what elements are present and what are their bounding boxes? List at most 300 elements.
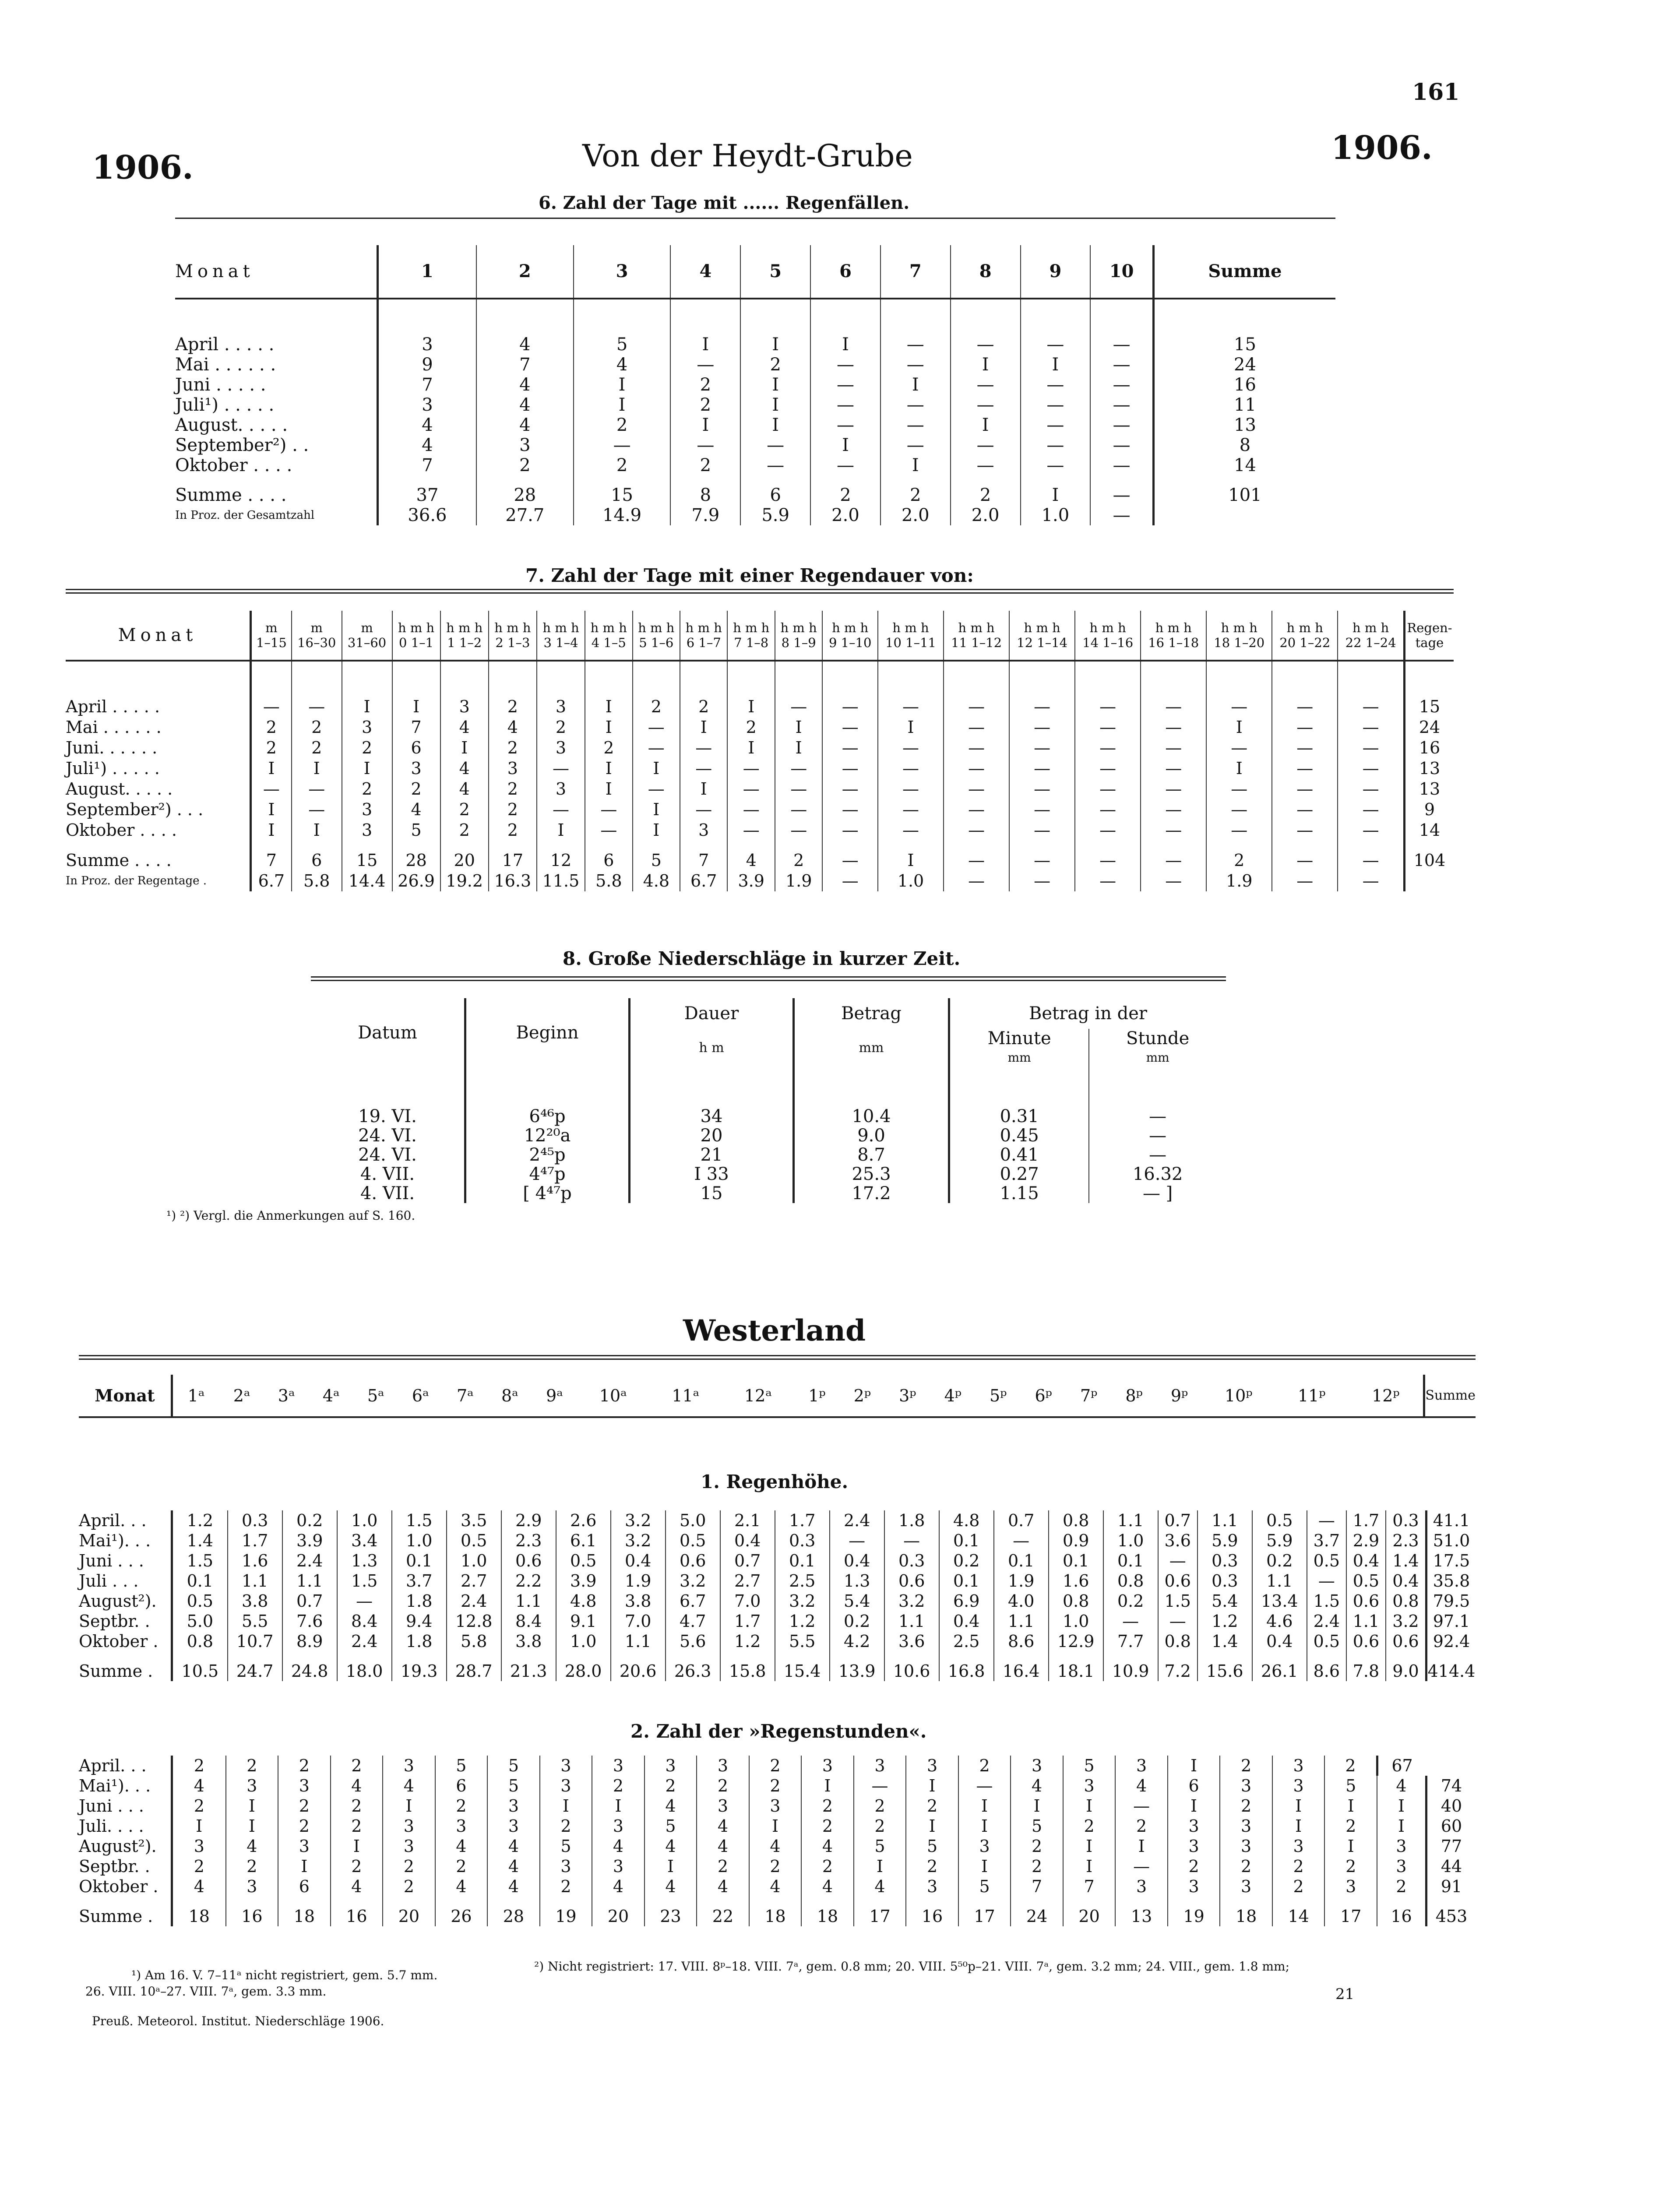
data-cell: 2 bbox=[1115, 1816, 1168, 1836]
data-cell: 3.9 bbox=[727, 871, 775, 891]
t7-h-unit: h m h bbox=[1352, 620, 1389, 635]
data-cell: — bbox=[881, 395, 951, 415]
t1-row bbox=[79, 1531, 1476, 1551]
data-cell: 8.4 bbox=[337, 1611, 392, 1631]
data-cell: — bbox=[944, 871, 1009, 891]
data-cell: 0.6 bbox=[666, 1551, 720, 1571]
data-cell: 20 bbox=[440, 841, 489, 871]
data-cell: 2 bbox=[476, 455, 574, 475]
data-cell: 2.4 bbox=[447, 1591, 501, 1611]
data-cell: 2 bbox=[670, 455, 740, 475]
data-cell: 0.2 bbox=[1103, 1591, 1158, 1611]
data-cell: — bbox=[727, 820, 775, 841]
data-cell: 3 bbox=[537, 779, 585, 799]
data-cell: 2 bbox=[172, 1856, 226, 1876]
data-cell: I bbox=[1206, 758, 1272, 779]
data-cell: 18 bbox=[1220, 1897, 1272, 1926]
data-cell: I bbox=[1011, 1796, 1063, 1816]
data-cell: 2 bbox=[801, 1856, 854, 1876]
data-cell: 4 bbox=[645, 1876, 697, 1897]
data-cell: I bbox=[585, 758, 632, 779]
data-cell: 9 bbox=[1405, 799, 1454, 820]
data-cell: — bbox=[727, 758, 775, 779]
t7-h-range bbox=[680, 611, 727, 661]
month-label: Oktober . bbox=[79, 1632, 158, 1651]
t6-row bbox=[175, 415, 1335, 435]
data-cell: 12.9 bbox=[1049, 1631, 1103, 1651]
data-cell: 2 bbox=[633, 661, 680, 717]
data-cell: 12.8 bbox=[447, 1611, 501, 1631]
westerland-header-table bbox=[79, 1375, 1476, 1418]
data-cell: 3 bbox=[383, 1816, 435, 1836]
data-cell: 10.4 bbox=[794, 1067, 949, 1126]
data-cell: — bbox=[292, 799, 342, 820]
data-cell: 1.1 bbox=[1197, 1510, 1252, 1531]
data-cell: — bbox=[1272, 661, 1338, 717]
data-cell: 7 bbox=[251, 841, 292, 871]
t2-row bbox=[79, 1776, 1476, 1796]
t7-h-unit: h m h bbox=[780, 620, 817, 635]
t8-h-minute bbox=[949, 1029, 1089, 1067]
data-cell: — bbox=[1338, 738, 1404, 758]
data-cell: 4.8 bbox=[939, 1510, 994, 1531]
data-cell: 4 bbox=[801, 1836, 854, 1856]
data-cell: — bbox=[810, 455, 881, 475]
data-cell: 2 bbox=[440, 799, 489, 820]
data-cell: 0.6 bbox=[501, 1551, 556, 1571]
t6-h-col: 2 bbox=[476, 245, 574, 299]
data-cell: — bbox=[775, 820, 822, 841]
data-cell: — bbox=[1090, 455, 1153, 475]
data-cell: I bbox=[906, 1776, 958, 1796]
page-number: 161 bbox=[1412, 79, 1460, 106]
data-cell: — bbox=[1272, 779, 1338, 799]
data-cell: — bbox=[1090, 355, 1153, 375]
data-cell: 4 bbox=[440, 758, 489, 779]
wh-hour: 7ᵃ bbox=[456, 1386, 474, 1405]
data-cell: — bbox=[1090, 299, 1153, 355]
wh-hour: 5ᵃ bbox=[367, 1386, 384, 1405]
data-cell: 3 bbox=[489, 758, 537, 779]
month-label: August. . . . . bbox=[175, 415, 288, 435]
data-cell: 2 bbox=[278, 1756, 331, 1776]
t7-h-regentage: Regen-tage bbox=[1405, 611, 1454, 661]
data-cell: 51.0 bbox=[1426, 1531, 1476, 1551]
data-cell: 21 bbox=[630, 1145, 794, 1165]
data-cell: 2 bbox=[226, 1856, 278, 1876]
data-cell: — bbox=[1009, 871, 1075, 891]
t7-h-range bbox=[1075, 611, 1141, 661]
data-cell: 2.9 bbox=[1346, 1531, 1386, 1551]
t7-h-range bbox=[392, 611, 440, 661]
data-cell: I bbox=[574, 375, 671, 395]
data-cell: 2.3 bbox=[1386, 1531, 1426, 1551]
data-cell: I bbox=[1272, 1796, 1325, 1816]
data-cell: 17.5 bbox=[1426, 1551, 1476, 1571]
t7-h-unit: h m h bbox=[1221, 620, 1257, 635]
data-cell: 1.4 bbox=[1386, 1551, 1426, 1571]
data-cell: 3 bbox=[1220, 1836, 1272, 1856]
data-cell: I bbox=[1021, 355, 1091, 375]
data-cell: 2.5 bbox=[775, 1571, 830, 1591]
data-cell: 3 bbox=[958, 1836, 1011, 1856]
t7-h-range bbox=[944, 611, 1009, 661]
data-cell: 0.7 bbox=[282, 1591, 337, 1611]
data-cell: — bbox=[944, 661, 1009, 717]
data-cell: 7 bbox=[378, 375, 476, 395]
data-cell bbox=[1405, 871, 1454, 891]
data-cell: — bbox=[292, 779, 342, 799]
wh-hour: 3ᵖ bbox=[899, 1386, 916, 1405]
data-cell: — bbox=[1206, 661, 1272, 717]
data-cell: I bbox=[226, 1816, 278, 1836]
data-cell: 3 bbox=[1168, 1876, 1220, 1897]
t8-h-stunde-label: Stunde bbox=[1126, 1028, 1190, 1049]
data-cell: 0.3 bbox=[775, 1531, 830, 1551]
t7-h-range-label: 31–60 bbox=[347, 635, 387, 650]
data-cell: I bbox=[342, 661, 392, 717]
data-cell: I bbox=[740, 375, 810, 395]
wh-hour: 7ᵖ bbox=[1080, 1386, 1098, 1405]
data-cell: 3 bbox=[440, 661, 489, 717]
data-cell: 2 bbox=[1324, 1816, 1377, 1836]
data-cell: [ 4⁴⁷p bbox=[465, 1184, 630, 1203]
t6-h-col: 5 bbox=[740, 245, 810, 299]
data-cell: 4 bbox=[749, 1876, 802, 1897]
data-cell: 7 bbox=[392, 717, 440, 738]
data-cell: 24 bbox=[1405, 717, 1454, 738]
data-cell: 34 bbox=[630, 1067, 794, 1126]
data-cell: 10.6 bbox=[884, 1651, 939, 1681]
data-cell: 1.1 bbox=[1103, 1510, 1158, 1531]
month-label: April. . . bbox=[79, 1756, 147, 1775]
data-cell: 2 bbox=[342, 738, 392, 758]
data-cell: 0.2 bbox=[282, 1510, 337, 1531]
data-cell: 0.8 bbox=[1049, 1510, 1103, 1531]
pct-label: In Proz. der Gesamtzahl bbox=[175, 509, 315, 522]
data-cell: 7.6 bbox=[282, 1611, 337, 1631]
t7-h-range bbox=[1272, 611, 1338, 661]
data-cell: 11.5 bbox=[537, 871, 585, 891]
data-cell: — bbox=[1009, 841, 1075, 871]
data-cell: 2 bbox=[670, 395, 740, 415]
t6-h-monat: Monat bbox=[175, 261, 254, 282]
data-cell: I bbox=[251, 799, 292, 820]
t6-h-col: 1 bbox=[378, 245, 476, 299]
data-cell: 18 bbox=[172, 1897, 226, 1926]
data-cell: 5.5 bbox=[775, 1631, 830, 1651]
t8-h-minute-unit: mm bbox=[1007, 1050, 1031, 1065]
data-cell: — bbox=[1272, 717, 1338, 738]
data-cell: 3 bbox=[476, 435, 574, 455]
wh-hour: 4ᵖ bbox=[944, 1386, 962, 1405]
pct-label: In Proz. der Regentage . bbox=[66, 874, 207, 887]
month-label: Mai . . . . . . bbox=[66, 718, 162, 737]
data-cell: — bbox=[1021, 395, 1091, 415]
data-cell: 0.3 bbox=[884, 1551, 939, 1571]
t8-title: 8. Große Niederschläge in kurzer Zeit. bbox=[563, 948, 961, 969]
data-cell: 0.3 bbox=[1197, 1571, 1252, 1591]
t1-row bbox=[79, 1571, 1476, 1591]
t7-row bbox=[66, 820, 1454, 841]
data-cell: 0.2 bbox=[1252, 1551, 1307, 1571]
data-cell: — bbox=[1141, 779, 1206, 799]
data-cell: 7 bbox=[476, 355, 574, 375]
data-cell: 2 bbox=[854, 1816, 906, 1836]
data-cell: 1.0 bbox=[556, 1631, 611, 1651]
data-cell: 0.5 bbox=[556, 1551, 611, 1571]
data-cell: 37 bbox=[378, 475, 476, 505]
data-cell: 5 bbox=[392, 820, 440, 841]
data-cell: 36.6 bbox=[378, 505, 476, 525]
data-cell: — bbox=[537, 758, 585, 779]
data-cell: 28 bbox=[487, 1897, 540, 1926]
month-label: Oktober . bbox=[79, 1877, 158, 1896]
data-cell: 7.0 bbox=[720, 1591, 775, 1611]
data-cell: 3 bbox=[1272, 1756, 1325, 1776]
t7-h-range bbox=[727, 611, 775, 661]
data-cell: — bbox=[810, 415, 881, 435]
data-cell: — bbox=[1090, 375, 1153, 395]
data-cell: 3 bbox=[854, 1756, 906, 1776]
data-cell: 1.3 bbox=[830, 1571, 884, 1591]
data-cell: — bbox=[1141, 738, 1206, 758]
data-cell: 28 bbox=[392, 841, 440, 871]
data-cell: — bbox=[944, 779, 1009, 799]
t7-h-unit: m bbox=[265, 620, 278, 635]
data-cell: I bbox=[537, 820, 585, 841]
data-cell: 2 bbox=[342, 779, 392, 799]
t6-row bbox=[175, 435, 1335, 455]
data-cell: 2 bbox=[574, 415, 671, 435]
data-cell: I bbox=[1168, 1756, 1220, 1776]
data-cell: — bbox=[1089, 1145, 1226, 1165]
data-cell: 15 bbox=[630, 1184, 794, 1203]
data-cell: — bbox=[878, 758, 944, 779]
data-cell: 2 bbox=[489, 820, 537, 841]
wh-hour: 9ᵖ bbox=[1170, 1386, 1188, 1405]
data-cell: 0.1 bbox=[994, 1551, 1049, 1571]
data-cell: 4 bbox=[172, 1776, 226, 1796]
data-cell: — bbox=[822, 871, 878, 891]
rain-days-table bbox=[175, 245, 1335, 525]
data-cell: 0.4 bbox=[720, 1531, 775, 1551]
data-cell: I bbox=[1377, 1816, 1426, 1836]
t6-row bbox=[175, 455, 1335, 475]
data-cell: 2 bbox=[906, 1856, 958, 1876]
t6-header-row bbox=[175, 245, 1335, 299]
data-cell: — bbox=[680, 738, 727, 758]
t7-h-range bbox=[1206, 611, 1272, 661]
data-cell: 0.4 bbox=[1252, 1631, 1307, 1651]
data-cell: I 33 bbox=[630, 1165, 794, 1184]
data-cell: 4 bbox=[592, 1836, 645, 1856]
data-cell: 2 bbox=[801, 1796, 854, 1816]
data-cell: 24. VI. bbox=[358, 1126, 417, 1146]
data-cell: 1.8 bbox=[884, 1510, 939, 1531]
data-cell: 1.1 bbox=[994, 1611, 1049, 1631]
data-cell: — bbox=[1141, 758, 1206, 779]
data-cell: 4 bbox=[435, 1836, 488, 1856]
data-cell: I bbox=[226, 1796, 278, 1816]
data-cell: 2 bbox=[1206, 841, 1272, 871]
data-cell: — bbox=[1075, 738, 1141, 758]
t8-h-stunde bbox=[1089, 1029, 1226, 1067]
data-cell: 2 bbox=[331, 1756, 383, 1776]
data-cell: 0.1 bbox=[939, 1571, 994, 1591]
data-cell: — bbox=[1021, 455, 1091, 475]
data-cell: — bbox=[1141, 871, 1206, 891]
t7-h-unit: h m h bbox=[832, 620, 869, 635]
month-label: April . . . . . bbox=[175, 334, 275, 355]
data-cell: I bbox=[585, 661, 632, 717]
data-cell: 2 bbox=[697, 1776, 749, 1796]
t7-row bbox=[66, 779, 1454, 799]
data-cell: — bbox=[951, 455, 1021, 475]
t6-h-col: 4 bbox=[670, 245, 740, 299]
data-cell: 2 bbox=[574, 455, 671, 475]
data-cell: I bbox=[727, 661, 775, 717]
year-left: 1906. bbox=[92, 149, 194, 187]
t7-title: 7. Zahl der Tage mit einer Regendauer von: bbox=[525, 565, 974, 586]
data-cell: 2.4 bbox=[337, 1631, 392, 1651]
data-cell: 0.6 bbox=[1346, 1631, 1386, 1651]
t6-h-col: 10 bbox=[1090, 245, 1153, 299]
data-cell: I bbox=[958, 1796, 1011, 1816]
t8-h-betrag-unit: mm bbox=[794, 1029, 949, 1067]
data-cell: I bbox=[1063, 1796, 1116, 1816]
data-cell: — bbox=[1338, 871, 1404, 891]
data-cell: — bbox=[1075, 779, 1141, 799]
t2-row bbox=[79, 1796, 1476, 1816]
t7-h-range-label: 8 1–9 bbox=[781, 635, 816, 650]
data-cell: 16 bbox=[226, 1897, 278, 1926]
data-cell: 41.1 bbox=[1426, 1510, 1476, 1531]
data-cell: 20 bbox=[592, 1897, 645, 1926]
data-cell: 19.2 bbox=[440, 871, 489, 891]
data-cell: 6 bbox=[740, 475, 810, 505]
data-cell: 24 bbox=[1011, 1897, 1063, 1926]
wh-hour: 8ᵖ bbox=[1125, 1386, 1143, 1405]
month-label: Juli¹) . . . . . bbox=[66, 759, 160, 778]
data-cell: 2 bbox=[489, 779, 537, 799]
data-cell: 4 bbox=[476, 415, 574, 435]
data-cell: 0.41 bbox=[949, 1145, 1089, 1165]
wh-hour: 10ᵃ bbox=[599, 1386, 627, 1405]
data-cell: 3 bbox=[592, 1816, 645, 1836]
data-cell: 17.2 bbox=[794, 1184, 949, 1203]
t7-h-range bbox=[537, 611, 585, 661]
t6-h-col: 9 bbox=[1021, 245, 1091, 299]
data-cell: I bbox=[680, 717, 727, 738]
month-label: Summe . . . . bbox=[66, 851, 172, 870]
t8-h-dauer-units: h m bbox=[630, 1029, 794, 1067]
data-cell: — bbox=[1338, 779, 1404, 799]
data-cell: 27.7 bbox=[476, 505, 574, 525]
data-cell: I bbox=[740, 415, 810, 435]
data-cell: 20 bbox=[630, 1126, 794, 1145]
data-cell: — bbox=[1090, 475, 1153, 505]
data-cell: 91 bbox=[1426, 1876, 1476, 1897]
data-cell: 14 bbox=[1272, 1897, 1325, 1926]
data-cell: 3 bbox=[537, 661, 585, 717]
data-cell: — bbox=[1089, 1126, 1226, 1145]
data-cell: 3 bbox=[278, 1776, 331, 1796]
t7-h-range-label: 7 1–8 bbox=[734, 635, 769, 650]
data-cell: I bbox=[958, 1816, 1011, 1836]
wh-hour: 4ᵃ bbox=[322, 1386, 340, 1405]
data-cell: 16.8 bbox=[939, 1651, 994, 1681]
data-cell: 3 bbox=[487, 1816, 540, 1836]
data-cell: 4 bbox=[697, 1836, 749, 1856]
data-cell: — bbox=[1158, 1551, 1197, 1571]
data-cell: — bbox=[830, 1531, 884, 1551]
data-cell: 20 bbox=[1063, 1897, 1116, 1926]
month-label: September²) . . bbox=[175, 435, 309, 455]
data-cell: 4 bbox=[574, 355, 671, 375]
data-cell: — bbox=[537, 799, 585, 820]
data-cell: 3.2 bbox=[1386, 1611, 1426, 1631]
t7-h-range bbox=[775, 611, 822, 661]
data-cell: 2.0 bbox=[951, 505, 1021, 525]
data-cell: 1.1 bbox=[282, 1571, 337, 1591]
data-cell: 3 bbox=[226, 1776, 278, 1796]
data-cell: — bbox=[1089, 1067, 1226, 1126]
data-cell: 4 bbox=[697, 1816, 749, 1836]
data-cell: — bbox=[944, 758, 1009, 779]
t7-h-range-label: 9 1–10 bbox=[828, 635, 872, 650]
data-cell: 22 bbox=[697, 1897, 749, 1926]
data-cell: I bbox=[1021, 475, 1091, 505]
data-cell: 1.1 bbox=[884, 1611, 939, 1631]
data-cell: — bbox=[878, 820, 944, 841]
data-cell: — bbox=[1021, 435, 1091, 455]
t7-h-range-label: 12 1–14 bbox=[1017, 635, 1068, 650]
footnote-2: ²) Nicht registriert: 17. VIII. 8ᵖ–18. VIII. 7ᵃ, gem. 0.8 mm; 20. VIII. 5⁵⁰p–21. VIII. 7ᵃ, gem. 3.2 mm; 24. VIII., gem. 1.8 mm; bbox=[534, 1959, 1290, 1974]
data-cell: 2 bbox=[749, 1856, 802, 1876]
data-cell: 2 bbox=[1324, 1756, 1377, 1776]
data-cell: 1.0 bbox=[878, 871, 944, 891]
data-cell: — bbox=[727, 799, 775, 820]
data-cell: 28.7 bbox=[447, 1651, 501, 1681]
t1-sum-row bbox=[79, 1651, 1476, 1681]
data-cell: 2 bbox=[331, 1796, 383, 1816]
data-cell: 2 bbox=[854, 1796, 906, 1816]
t7-h-range-label: 14 1–16 bbox=[1082, 635, 1134, 650]
data-cell: 1.5 bbox=[1158, 1591, 1197, 1611]
t6-row bbox=[175, 299, 1335, 355]
month-label: Juli. . . . bbox=[79, 1816, 144, 1836]
data-cell: 3 bbox=[1272, 1836, 1325, 1856]
data-cell: 0.5 bbox=[666, 1531, 720, 1551]
data-cell: I bbox=[585, 717, 632, 738]
data-cell: 3 bbox=[1377, 1836, 1426, 1856]
t2-row bbox=[79, 1816, 1476, 1836]
data-cell: 1.9 bbox=[1206, 871, 1272, 891]
data-cell: — bbox=[775, 799, 822, 820]
t8-row bbox=[311, 1126, 1226, 1145]
data-cell: 1.0 bbox=[1021, 505, 1091, 525]
data-cell: — bbox=[810, 355, 881, 375]
data-cell: 3 bbox=[1063, 1776, 1116, 1796]
data-cell: I bbox=[585, 779, 632, 799]
t8-h-datum: Datum bbox=[358, 1023, 417, 1043]
wh-hour: 6ᵃ bbox=[412, 1386, 429, 1405]
data-cell: 0.8 bbox=[1049, 1591, 1103, 1611]
data-cell: — bbox=[1075, 661, 1141, 717]
data-cell: 18 bbox=[749, 1897, 802, 1926]
data-cell: 16.3 bbox=[489, 871, 537, 891]
